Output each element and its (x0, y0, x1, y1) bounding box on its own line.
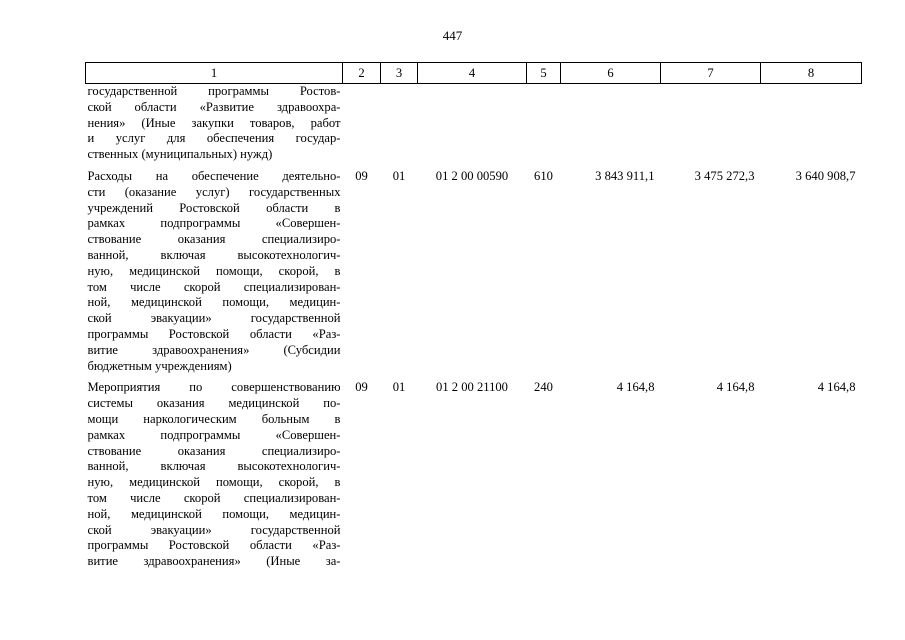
description-line: нения» (Иные закупки товаров, работ (87, 115, 341, 130)
row-target-code: 01 2 00 21100 (436, 380, 508, 395)
table-row (86, 377, 862, 573)
description-line: государственной программы Ростов- (87, 84, 341, 98)
row-amount-3: 4 164,8 (817, 380, 856, 395)
row-target-code (418, 84, 527, 166)
description-line: рамках подпрограммы «Совершен- (87, 427, 341, 442)
description-line: мощи наркологическим больным в (87, 411, 341, 426)
row-section: 09 (355, 380, 368, 395)
row-description (86, 166, 343, 377)
header-col-6: 6 (561, 63, 661, 84)
header-col-8: 8 (761, 63, 862, 84)
description-line: ской области «Развитие здравоохра- (87, 99, 341, 114)
row-expense-type (527, 84, 561, 166)
header-row (86, 63, 862, 84)
page-number: 447 (442, 28, 463, 43)
description-line: ствование оказания специализиро- (87, 443, 341, 458)
row-section: 09 (355, 168, 368, 183)
description-line: рамках подпрограммы «Совершен- (87, 216, 341, 231)
row-amount-3 (761, 84, 862, 166)
description-line: том числе скорой специализирован- (87, 490, 341, 505)
description-line: ванной, включая высокотехнологич- (87, 247, 341, 262)
description-line: ствование оказания специализиро- (87, 232, 341, 247)
description-line: ную, медицинской помощи, скорой, в (87, 263, 341, 278)
row-amount-1: 4 164,8 (616, 380, 655, 395)
budget-table (85, 62, 862, 573)
row-expense-type: 240 (534, 380, 553, 395)
table-row (86, 166, 862, 377)
description-line: витие здравоохранения» (Иные за- (87, 554, 341, 569)
header-col-4: 4 (418, 63, 527, 84)
description-line: ской эвакуации» государственной (87, 311, 341, 326)
description-line: программы Ростовской области «Раз- (87, 538, 341, 553)
row-subsection: 01 (392, 168, 406, 183)
header-col-7: 7 (661, 63, 761, 84)
header-col-2: 2 (343, 63, 381, 84)
description-line: учреждений Ростовской области в (87, 200, 341, 215)
row-description (86, 377, 343, 573)
description-line: программы Ростовской области «Раз- (87, 326, 341, 341)
row-amount-1 (561, 84, 661, 166)
header-col-3: 3 (381, 63, 418, 84)
description-line: ванной, включая высокотехнологич- (87, 459, 341, 474)
row-amount-2: 4 164,8 (716, 380, 755, 395)
description-line: бюджетным учреждениям) (87, 358, 232, 373)
row-amount-2 (661, 84, 761, 166)
row-amount-2: 3 475 272,3 (694, 168, 755, 183)
description-line: Расходы на обеспечение деятельно- (87, 168, 341, 183)
row-expense-type: 610 (534, 168, 553, 183)
row-description (86, 84, 343, 166)
header-col-1: 1 (86, 63, 343, 84)
description-line: Мероприятия по совершенствованию (87, 380, 341, 395)
description-line: и услуг для обеспечения государ- (87, 131, 341, 146)
header-col-5: 5 (527, 63, 561, 84)
row-amount-3: 3 640 908,7 (795, 168, 856, 183)
description-line: ную, медицинской помощи, скорой, в (87, 475, 341, 490)
description-line: ной, медицинской помощи, медицин- (87, 295, 341, 310)
row-subsection (381, 84, 418, 166)
row-section (343, 84, 381, 166)
row-amount-1: 3 843 911,1 (595, 168, 655, 183)
description-line: ской эвакуации» государственной (87, 522, 341, 537)
description-line: системы оказания медицинской по- (87, 396, 341, 411)
table-row (86, 84, 862, 166)
row-target-code: 01 2 00 00590 (435, 168, 509, 183)
description-line: витие здравоохранения» (Субсидии (87, 342, 341, 357)
row-subsection: 01 (392, 380, 406, 395)
table-body (86, 84, 862, 573)
description-line: том числе скорой специализирован- (87, 279, 341, 294)
description-line: ственных (муниципальных) нужд) (87, 147, 273, 162)
description-line: ной, медицинской помощи, медицин- (87, 506, 341, 521)
description-line: сти (оказание услуг) государственных (87, 184, 341, 199)
